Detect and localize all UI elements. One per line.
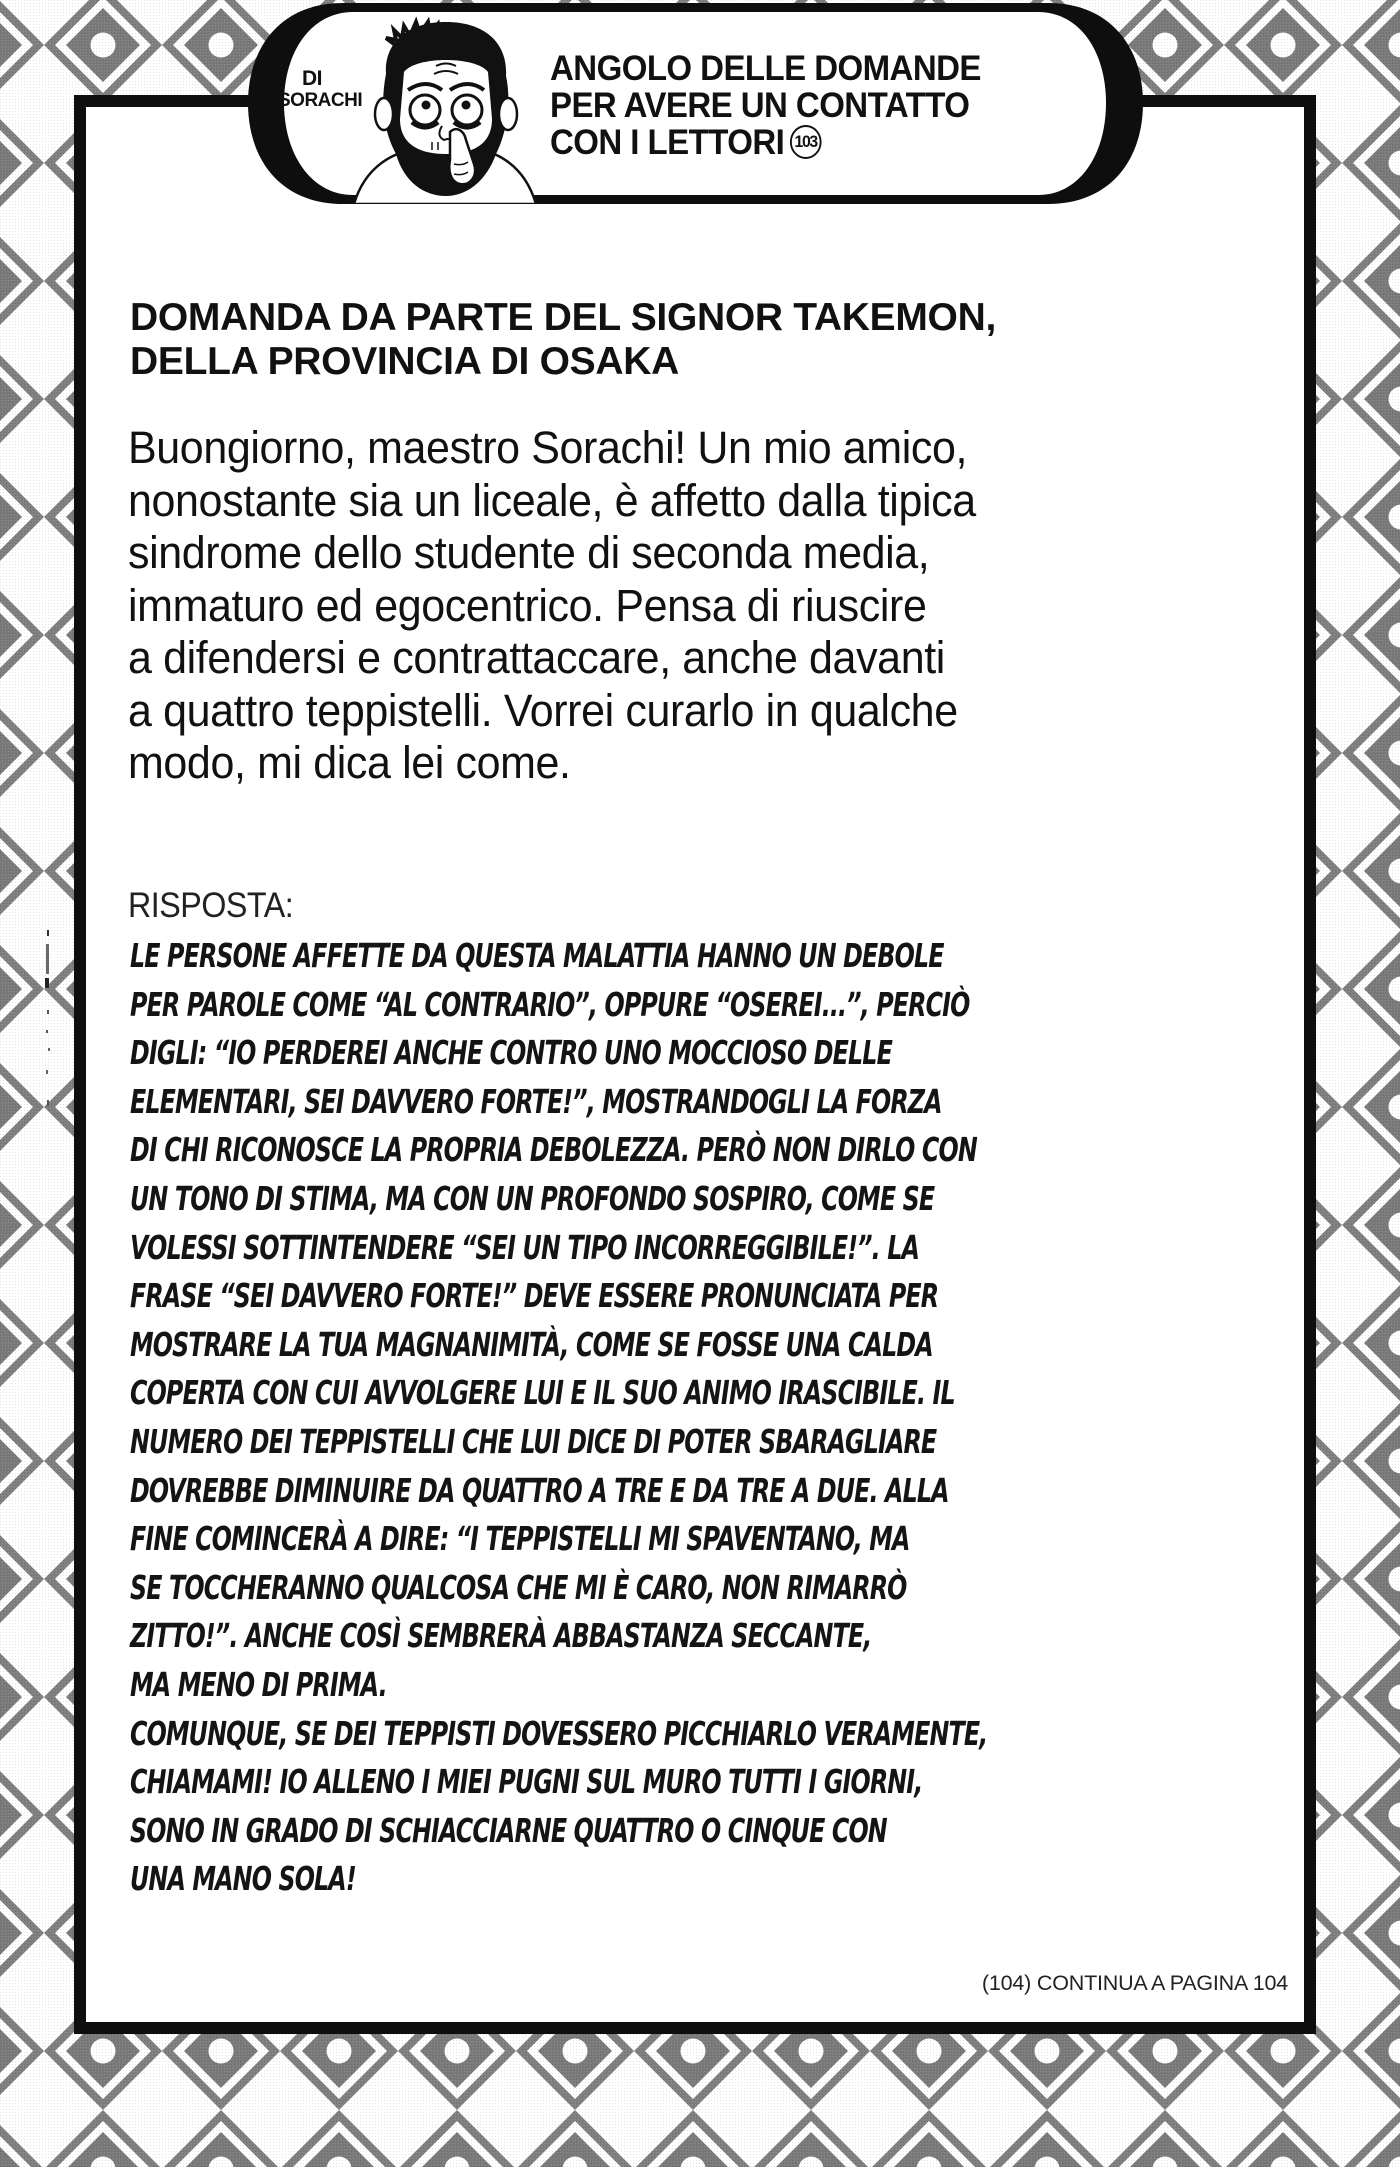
answer-line: LE PERSONE AFFETTE DA QUESTA MALATTIA HANNO UN DEBOLE — [130, 936, 944, 975]
answer-line: COPERTA CON CUI AVVOLGERE LUI E IL SUO ANIMO IRASCIBILE. IL — [130, 1373, 955, 1413]
question-body-line: modo, mi dica lei come. — [128, 737, 571, 788]
answer-line: FRASE “SEI DAVVERO FORTE!” DEVE ESSERE PRONUNCIATA PER — [130, 1276, 939, 1316]
episode-number-badge: 103 — [790, 125, 822, 159]
answer-line: ELEMENTARI, SEI DAVVERO FORTE!”, MOSTRANDOGLI LA FORZA — [130, 1081, 942, 1121]
continuation-note: (104) CONTINUA A PAGINA 104 — [981, 1971, 1288, 1995]
answer-line: VOLESSI SOTTINTENDERE “SEI UN TIPO INCORREGGIBILE!”. LA — [130, 1227, 920, 1267]
banner-title-line-2: PER AVERE UN CONTATTO — [550, 85, 970, 125]
author-caricature-icon — [346, 14, 546, 204]
answer-line: DOVREBBE DIMINUIRE DA QUATTRO A TRE E DA TRE A DUE. ALLA — [130, 1470, 949, 1510]
answer-line: COMUNQUE, SE DEI TEPPISTI DOVESSERO PICCHIARLO VERAMENTE, — [130, 1713, 988, 1753]
banner-title-line-3-text: CON I LETTORI — [550, 122, 785, 162]
answer-line: CHIAMAMI! IO ALLENO I MIEI PUGNI SUL MURO TUTTI I GIORNI, — [130, 1762, 923, 1802]
question-body-line: immaturo ed egocentrico. Pensa di riuscire — [128, 579, 927, 631]
question-body-line: a difendersi e contrattaccare, anche davanti — [128, 632, 945, 683]
answer-line: UNA MANO SOLA! — [130, 1859, 356, 1899]
answer-line: ZITTO!”. ANCHE COSÌ SEMBRERÀ ABBASTANZA SECCANTE, — [130, 1616, 872, 1656]
answer-line: PER PAROLE COME “AL CONTRARIO”, OPPURE “OSEREI...”, PERCIÒ — [130, 984, 970, 1024]
answer-line: UN TONO DI STIMA, MA CON UN PROFONDO SOSPIRO, COME SE — [130, 1178, 935, 1218]
answer-line: DIGLI: “IO PERDEREI ANCHE CONTRO UNO MOCCIOSO DELLE — [130, 1033, 892, 1073]
question-body-line: a quattro teppistelli. Vorrei curarlo in qualche — [128, 684, 958, 736]
banner-title — [550, 50, 981, 161]
question-heading-line: DOMANDA DA PARTE DEL SIGNOR TAKEMON, — [130, 296, 996, 339]
banner-title-line-3 — [550, 124, 981, 161]
question-body-line: sindrome dello studente di seconda media, — [128, 527, 930, 578]
answer-line: SE TOCCHERANNO QUALCOSA CHE MI È CARO, NON RIMARRÒ — [130, 1567, 907, 1607]
question-body-line: nonostante sia un liceale, è affetto dalla tipica — [128, 474, 976, 526]
question-body-line: Buongiorno, maestro Sorachi! Un mio amico, — [128, 422, 968, 473]
answer-line: MA MENO DI PRIMA. — [130, 1664, 387, 1704]
answer-line: MOSTRARE LA TUA MAGNANIMITÀ, COME SE FOSSE UNA CALDA — [130, 1324, 933, 1364]
byline-author: SORACHI — [278, 90, 363, 111]
header-banner — [248, 2, 1143, 205]
scan-artifact-marks — [40, 930, 56, 1130]
answer-line: SONO IN GRADO DI SCHIACCIARNE QUATTRO O CINQUE CON — [130, 1810, 887, 1850]
answer-line: NUMERO DEI TEPPISTELLI CHE LUI DICE DI POTER SBARAGLIARE — [130, 1421, 937, 1461]
question-heading-line: DELLA PROVINCIA DI OSAKA — [130, 340, 679, 383]
byline-prefix: DI — [302, 67, 322, 90]
banner-title-line-1: ANGOLO DELLE DOMANDE — [550, 48, 981, 88]
answer-body — [130, 932, 987, 1904]
answer-label: RISPOSTA: — [128, 886, 294, 925]
answer-line: DI CHI RICONOSCE LA PROPRIA DEBOLEZZA. PERÒ NON DIRLO CON — [130, 1130, 977, 1170]
answer-line: FINE COMINCERÀ A DIRE: “I TEPPISTELLI MI SPAVENTANO, MA — [130, 1519, 910, 1559]
byline — [278, 67, 363, 112]
question-body — [128, 422, 976, 790]
question-heading — [130, 296, 996, 384]
